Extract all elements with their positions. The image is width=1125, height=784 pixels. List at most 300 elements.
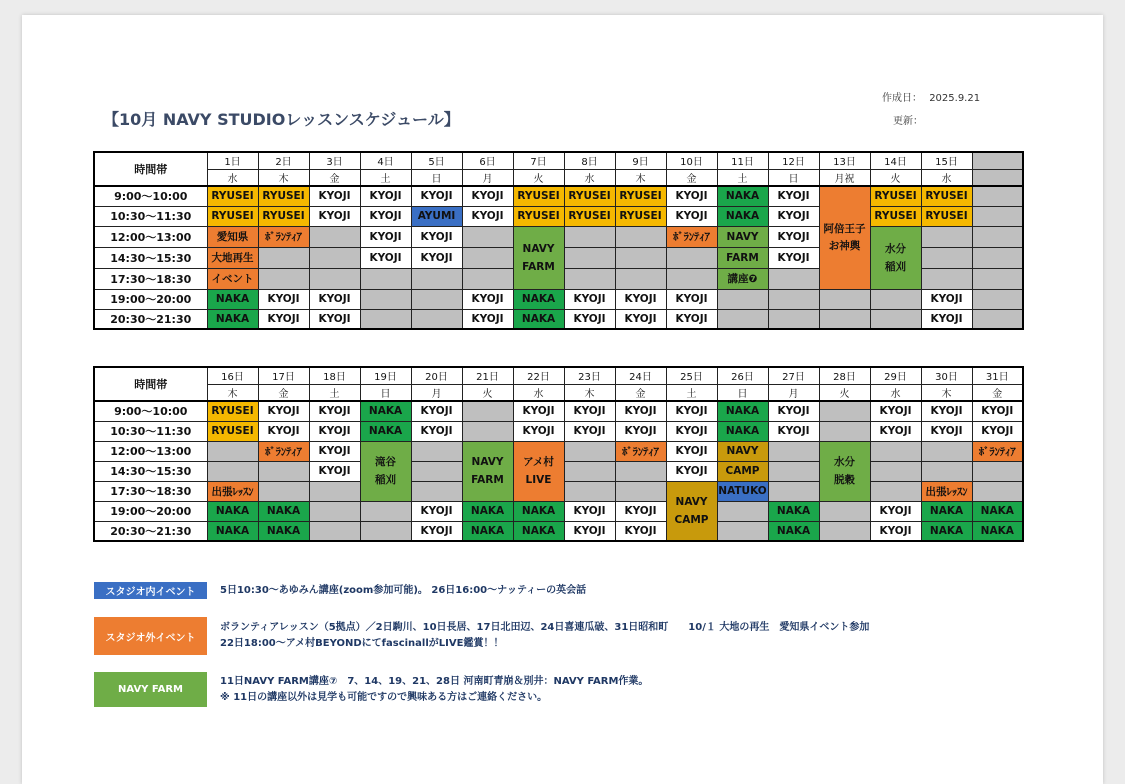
lesson-cell: KYOJI: [309, 206, 360, 226]
event-line: 滝谷: [375, 456, 396, 468]
time-row: [94, 401, 1023, 421]
empty-cell: [972, 186, 1023, 206]
event-cell: 大地再生: [207, 247, 258, 268]
day-header: 11日: [717, 152, 768, 169]
day-header: 9日: [615, 152, 666, 169]
empty-cell: [309, 481, 360, 501]
time-cell: 12:00〜13:00: [94, 226, 207, 247]
day-header: 31日: [972, 367, 1023, 384]
weekday-header: 金: [666, 169, 717, 186]
weekday-header: 木: [615, 169, 666, 186]
event-cell: イベント: [207, 268, 258, 289]
lesson-cell: NAKA: [207, 521, 258, 541]
lesson-cell: KYOJI: [666, 421, 717, 441]
empty-cell: [819, 401, 870, 421]
day-header: 6日: [462, 152, 513, 169]
day-header: 19日: [360, 367, 411, 384]
lesson-cell: NAKA: [972, 501, 1023, 521]
empty-cell: [411, 268, 462, 289]
lesson-cell: KYOJI: [615, 501, 666, 521]
empty-cell: [411, 309, 462, 329]
weekday-header-empty: [972, 169, 1023, 186]
schedule-table-second-half: [93, 366, 1024, 542]
lesson-cell: KYOJI: [921, 309, 972, 329]
empty-cell: [564, 481, 615, 501]
day-header: 20日: [411, 367, 462, 384]
farm-line: FARM: [471, 474, 504, 486]
day-header: 7日: [513, 152, 564, 169]
empty-cell: [972, 461, 1023, 481]
weekday-header: 日: [717, 384, 768, 401]
empty-cell: [309, 247, 360, 268]
lesson-cell: RYUSEI: [513, 206, 564, 226]
weekday-header: 月: [462, 169, 513, 186]
weekday-header: 土: [717, 169, 768, 186]
lesson-cell: RYUSEI: [207, 421, 258, 441]
event-line: 水分: [834, 456, 855, 468]
empty-cell: [819, 289, 870, 309]
lesson-cell: KYOJI: [615, 521, 666, 541]
weekday-header: 水: [921, 169, 972, 186]
weekday-header: 木: [258, 169, 309, 186]
updated-label: 更新：: [893, 116, 923, 127]
day-header: 10日: [666, 152, 717, 169]
time-row: [94, 309, 1023, 329]
empty-cell: [870, 309, 921, 329]
lesson-cell: KYOJI: [972, 401, 1023, 421]
empty-cell: [411, 481, 462, 501]
lesson-cell: NAKA: [513, 309, 564, 329]
empty-cell: [717, 521, 768, 541]
empty-cell: [258, 268, 309, 289]
event-cell: ﾎﾞﾗﾝﾃｨｱ: [258, 226, 309, 247]
empty-cell: [462, 421, 513, 441]
time-row: [94, 186, 1023, 206]
weekday-header: 水: [564, 169, 615, 186]
weekday-header: 木: [207, 384, 258, 401]
lesson-cell: KYOJI: [921, 401, 972, 421]
empty-cell: [972, 206, 1023, 226]
event-cell: 出張ﾚｯｽﾝ: [207, 481, 258, 501]
empty-cell: [768, 268, 819, 289]
lesson-cell: KYOJI: [411, 226, 462, 247]
empty-cell: [615, 226, 666, 247]
lesson-cell: KYOJI: [411, 401, 462, 421]
lesson-cell: NAKA: [207, 289, 258, 309]
empty-cell: [462, 401, 513, 421]
lesson-cell: KYOJI: [564, 501, 615, 521]
lesson-cell: RYUSEI: [207, 206, 258, 226]
lesson-cell: KYOJI: [462, 309, 513, 329]
lesson-cell: AYUMI: [411, 206, 462, 226]
lesson-cell: KYOJI: [870, 401, 921, 421]
time-cell: 19:00〜20:00: [94, 289, 207, 309]
lesson-cell: KYOJI: [513, 421, 564, 441]
empty-cell: [462, 268, 513, 289]
time-cell: 10:30〜11:30: [94, 421, 207, 441]
lesson-cell: KYOJI: [666, 309, 717, 329]
empty-cell: [411, 461, 462, 481]
lesson-cell: KYOJI: [615, 401, 666, 421]
lesson-cell: NAKA: [207, 501, 258, 521]
page-title: 【10月 NAVY STUDIOレッスンスケジュール】: [103, 110, 460, 129]
camp-cell: NAVY: [717, 441, 768, 461]
empty-cell: [921, 268, 972, 289]
day-header: 21日: [462, 367, 513, 384]
lesson-cell: KYOJI: [972, 421, 1023, 441]
event-cell-harvest: [360, 441, 411, 501]
empty-cell: [972, 309, 1023, 329]
empty-cell: [258, 247, 309, 268]
day-header: 2日: [258, 152, 309, 169]
event-cell: ﾎﾞﾗﾝﾃｨｱ: [615, 441, 666, 461]
lesson-cell: KYOJI: [666, 401, 717, 421]
lesson-cell: NAKA: [717, 206, 768, 226]
legend-line: 22日18:00〜アメ村BEYONDにてfascinallがLIVE鑑賞！！: [220, 638, 504, 649]
weekday-header: 土: [360, 169, 411, 186]
time-cell: 10:30〜11:30: [94, 206, 207, 226]
legend-outside-event: スタジオ外イベント: [94, 617, 207, 655]
studio-event-cell: NATUKO: [717, 481, 768, 501]
empty-cell: [870, 461, 921, 481]
weekday-header: 木: [564, 384, 615, 401]
legend-line: 5日10:30〜あゆみん講座(zoom参加可能)。 26日16:00〜ナッティーの英会話: [220, 585, 587, 596]
time-row: [94, 421, 1023, 441]
weekday-header: 火: [819, 384, 870, 401]
empty-cell: [360, 289, 411, 309]
event-line: LIVE: [525, 474, 552, 486]
legend-line: ボランティアレッスン（5拠点）／2日駒川、10日長居、17日北田辺、24日喜連瓜破、31日昭和町 10/１ 大地の再生 愛知県イベント参加: [220, 622, 870, 633]
lesson-cell: KYOJI: [921, 421, 972, 441]
weekday-header: 日: [768, 169, 819, 186]
farm-cell: NAVY: [717, 226, 768, 247]
event-cell-threshing: [819, 441, 870, 501]
lesson-cell: KYOJI: [513, 401, 564, 421]
farm-line: FARM: [522, 260, 555, 273]
lesson-cell: KYOJI: [462, 206, 513, 226]
day-header: 8日: [564, 152, 615, 169]
lesson-cell: NAKA: [768, 501, 819, 521]
lesson-cell: RYUSEI: [258, 186, 309, 206]
empty-cell: [972, 289, 1023, 309]
empty-cell: [870, 481, 921, 501]
empty-cell: [870, 441, 921, 461]
weekday-header: 金: [972, 384, 1023, 401]
lesson-cell: NAKA: [717, 401, 768, 421]
day-header: 24日: [615, 367, 666, 384]
day-header: 16日: [207, 367, 258, 384]
empty-cell: [717, 289, 768, 309]
empty-cell: [564, 247, 615, 268]
empty-cell: [309, 268, 360, 289]
time-header: 時間帯: [94, 152, 207, 186]
lesson-cell: RYUSEI: [207, 401, 258, 421]
lesson-cell: NAKA: [462, 521, 513, 541]
lesson-cell: KYOJI: [309, 421, 360, 441]
lesson-cell: RYUSEI: [615, 206, 666, 226]
event-cell: 出張ﾚｯｽﾝ: [921, 481, 972, 501]
legend-navy-farm: NAVY FARM: [94, 672, 207, 707]
lesson-cell: NAKA: [717, 186, 768, 206]
weekday-header: 金: [615, 384, 666, 401]
weekday-header: 土: [666, 384, 717, 401]
weekday-header: 火: [513, 169, 564, 186]
event-cell: ﾎﾞﾗﾝﾃｨｱ: [258, 441, 309, 461]
empty-cell: [717, 309, 768, 329]
lesson-cell: KYOJI: [411, 521, 462, 541]
lesson-cell: RYUSEI: [258, 206, 309, 226]
weekday-header: 火: [870, 169, 921, 186]
day-header: 18日: [309, 367, 360, 384]
time-cell: 20:30〜21:30: [94, 309, 207, 329]
legend-outside-event-text: [220, 620, 869, 652]
lesson-cell: KYOJI: [258, 401, 309, 421]
lesson-cell: KYOJI: [564, 521, 615, 541]
lesson-cell: KYOJI: [870, 421, 921, 441]
event-cell-harvest: [870, 226, 921, 289]
camp-cell: CAMP: [717, 461, 768, 481]
event-cell-live: [513, 441, 564, 501]
schedule-table-first-half: [93, 151, 1024, 330]
lesson-cell: NAKA: [360, 421, 411, 441]
day-header: 23日: [564, 367, 615, 384]
weekday-header: 水: [513, 384, 564, 401]
time-row: [94, 521, 1023, 541]
empty-cell: [462, 247, 513, 268]
day-header-empty: [972, 152, 1023, 169]
weekday-header: 金: [309, 169, 360, 186]
lesson-cell: KYOJI: [309, 186, 360, 206]
time-cell: 14:30〜15:30: [94, 247, 207, 268]
empty-cell: [819, 501, 870, 521]
empty-cell: [819, 521, 870, 541]
lesson-cell: RYUSEI: [513, 186, 564, 206]
day-header: 27日: [768, 367, 819, 384]
empty-cell: [411, 441, 462, 461]
event-line: 阿倍王子: [823, 222, 866, 235]
farm-line: NAVY: [471, 456, 504, 468]
lesson-cell: KYOJI: [564, 289, 615, 309]
farm-cell: 講座❼: [717, 268, 768, 289]
empty-cell: [615, 481, 666, 501]
empty-cell: [768, 481, 819, 501]
day-header: 26日: [717, 367, 768, 384]
empty-cell: [921, 247, 972, 268]
empty-cell: [207, 441, 258, 461]
day-header: 13日: [819, 152, 870, 169]
time-cell: 20:30〜21:30: [94, 521, 207, 541]
weekday-header: 水: [870, 384, 921, 401]
event-cell: ﾎﾞﾗﾝﾃｨｱ: [972, 441, 1023, 461]
day-header: 3日: [309, 152, 360, 169]
empty-cell: [462, 226, 513, 247]
created-label: 作成日：: [882, 93, 922, 104]
day-header: 14日: [870, 152, 921, 169]
lesson-cell: NAKA: [972, 521, 1023, 541]
day-header: 5日: [411, 152, 462, 169]
lesson-cell: KYOJI: [768, 186, 819, 206]
lesson-cell: NAKA: [207, 309, 258, 329]
weekday-header: 木: [921, 384, 972, 401]
legend-studio-event: スタジオ内イベント: [94, 582, 207, 599]
lesson-cell: KYOJI: [411, 186, 462, 206]
day-row: [94, 152, 1023, 169]
lesson-cell: NAKA: [513, 289, 564, 309]
empty-cell: [360, 521, 411, 541]
camp-cell: [666, 481, 717, 541]
empty-cell: [564, 268, 615, 289]
lesson-cell: KYOJI: [768, 401, 819, 421]
empty-cell: [921, 461, 972, 481]
created-value: 2025.9.21: [929, 93, 981, 104]
empty-cell: [564, 226, 615, 247]
legend-line: ※ 11日の講座以外は見学も可能ですので興味ある方はご連絡ください。: [220, 692, 548, 703]
lesson-cell: RYUSEI: [615, 186, 666, 206]
time-row: [94, 441, 1023, 461]
empty-cell: [768, 309, 819, 329]
empty-cell: [972, 481, 1023, 501]
lesson-cell: KYOJI: [309, 289, 360, 309]
lesson-cell: KYOJI: [411, 247, 462, 268]
time-cell: 9:00〜10:00: [94, 186, 207, 206]
weekday-header: 日: [411, 169, 462, 186]
lesson-cell: KYOJI: [462, 186, 513, 206]
lesson-cell: KYOJI: [258, 309, 309, 329]
lesson-cell: KYOJI: [615, 289, 666, 309]
lesson-cell: KYOJI: [666, 461, 717, 481]
day-header: 25日: [666, 367, 717, 384]
lesson-cell: NAKA: [462, 501, 513, 521]
lesson-cell: NAKA: [921, 501, 972, 521]
empty-cell: [360, 268, 411, 289]
camp-line: CAMP: [674, 513, 709, 526]
day-header: 1日: [207, 152, 258, 169]
day-header: 4日: [360, 152, 411, 169]
lesson-cell: NAKA: [360, 401, 411, 421]
empty-cell: [972, 247, 1023, 268]
created-date: [882, 89, 980, 104]
legend-navy-farm-text: [220, 674, 648, 706]
lesson-cell: KYOJI: [870, 501, 921, 521]
event-cell: 愛知県: [207, 226, 258, 247]
empty-cell: [258, 461, 309, 481]
lesson-cell: KYOJI: [564, 401, 615, 421]
lesson-cell: KYOJI: [768, 247, 819, 268]
lesson-cell: NAKA: [717, 421, 768, 441]
lesson-cell: KYOJI: [309, 441, 360, 461]
weekday-header: 月: [411, 384, 462, 401]
farm-cell: FARM: [717, 247, 768, 268]
empty-cell: [564, 441, 615, 461]
event-line: 稲刈: [885, 260, 906, 273]
time-cell: 17:30〜18:30: [94, 268, 207, 289]
legend-line: 11日NAVY FARM講座⑦ 7、14、19、21、28日 河南町青崩＆別井：NAVY FARM作業。: [220, 676, 649, 687]
empty-cell: [411, 289, 462, 309]
weekday-header: 火: [462, 384, 513, 401]
lesson-cell: KYOJI: [258, 421, 309, 441]
lesson-cell: KYOJI: [258, 289, 309, 309]
lesson-cell: KYOJI: [870, 521, 921, 541]
lesson-cell: KYOJI: [768, 421, 819, 441]
empty-cell: [564, 461, 615, 481]
empty-cell: [717, 501, 768, 521]
camp-line: NAVY: [675, 495, 708, 508]
lesson-cell: KYOJI: [666, 289, 717, 309]
day-header: 12日: [768, 152, 819, 169]
empty-cell: [309, 521, 360, 541]
lesson-cell: KYOJI: [768, 206, 819, 226]
event-cell-mikoshi: [819, 186, 870, 289]
day-header: 22日: [513, 367, 564, 384]
empty-cell: [309, 501, 360, 521]
farm-cell: [513, 226, 564, 289]
farm-cell: [462, 441, 513, 501]
event-line: 水分: [885, 242, 906, 255]
time-cell: 17:30〜18:30: [94, 481, 207, 501]
lesson-cell: KYOJI: [309, 309, 360, 329]
empty-cell: [972, 226, 1023, 247]
event-line: 脱穀: [834, 474, 855, 486]
lesson-cell: KYOJI: [411, 421, 462, 441]
lesson-cell: KYOJI: [462, 289, 513, 309]
lesson-cell: RYUSEI: [870, 206, 921, 226]
weekday-row: [94, 169, 1023, 186]
day-header: 17日: [258, 367, 309, 384]
day-header: 29日: [870, 367, 921, 384]
empty-cell: [768, 441, 819, 461]
lesson-cell: KYOJI: [615, 421, 666, 441]
weekday-row: [94, 384, 1023, 401]
time-row: [94, 289, 1023, 309]
weekday-header: 日: [360, 384, 411, 401]
lesson-cell: KYOJI: [768, 226, 819, 247]
lesson-cell: NAKA: [513, 501, 564, 521]
empty-cell: [309, 226, 360, 247]
lesson-cell: NAKA: [258, 501, 309, 521]
weekday-header: 土: [309, 384, 360, 401]
day-header: 30日: [921, 367, 972, 384]
farm-line: NAVY: [522, 242, 555, 255]
time-row: [94, 501, 1023, 521]
event-cell: ﾎﾞﾗﾝﾃｨｱ: [666, 226, 717, 247]
day-header: 15日: [921, 152, 972, 169]
lesson-cell: KYOJI: [360, 186, 411, 206]
empty-cell: [870, 289, 921, 309]
lesson-cell: KYOJI: [921, 289, 972, 309]
empty-cell: [615, 461, 666, 481]
empty-cell: [615, 247, 666, 268]
lesson-cell: RYUSEI: [564, 206, 615, 226]
event-line: お神輿: [828, 239, 861, 252]
time-row: [94, 206, 1023, 226]
weekday-header: 月: [768, 384, 819, 401]
empty-cell: [921, 226, 972, 247]
empty-cell: [258, 481, 309, 501]
time-header: 時間帯: [94, 367, 207, 401]
time-cell: 19:00〜20:00: [94, 501, 207, 521]
empty-cell: [360, 501, 411, 521]
lesson-cell: NAKA: [513, 521, 564, 541]
lesson-cell: KYOJI: [360, 206, 411, 226]
empty-cell: [768, 461, 819, 481]
lesson-cell: KYOJI: [615, 309, 666, 329]
lesson-cell: KYOJI: [360, 247, 411, 268]
empty-cell: [768, 289, 819, 309]
empty-cell: [360, 309, 411, 329]
lesson-cell: NAKA: [258, 521, 309, 541]
empty-cell: [921, 441, 972, 461]
lesson-cell: KYOJI: [360, 226, 411, 247]
